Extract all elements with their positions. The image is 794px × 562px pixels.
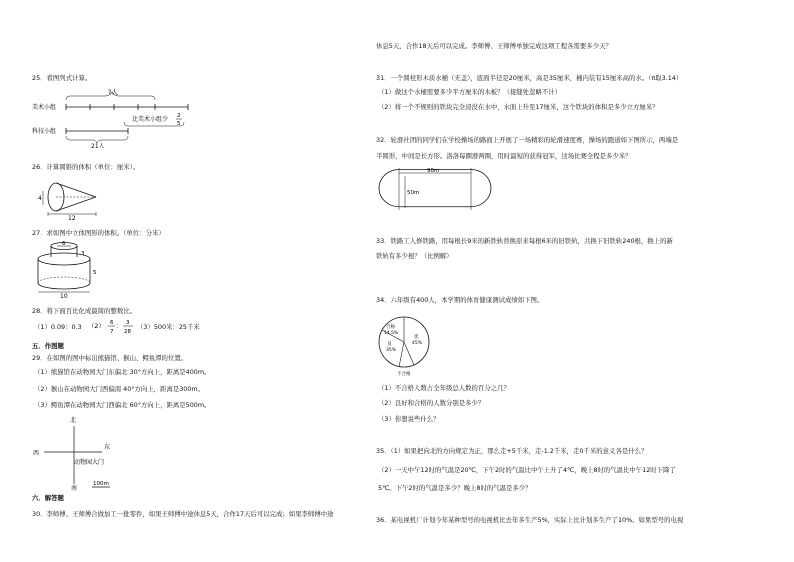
q25-bottom-label: 21人 (91, 143, 105, 148)
q30-text: 30．李师傅、王师傅合做加工一批零件，如果王师傅中途休息5天，合作17天后可以完成；如果李师傅中途 (32, 510, 334, 518)
track-length-label: 90m (427, 168, 440, 174)
q26-height-label: 4 (38, 195, 42, 202)
q28-frac1-den: 7 (110, 329, 114, 335)
q31-item-2: （2）将一个不规则的铁块完全浸没在水中，水面上升至17厘米，这个铁块的体积是多少立方厘米？ (378, 103, 659, 111)
q28-item-3: （3）500米：25千米 (137, 323, 200, 331)
q25-text: 25．看图列式计算。 (32, 74, 92, 82)
q29-item-3: （3）鳄鱼潭在动物园大门西偏北 60°方向上，距离是500m。 (34, 401, 211, 409)
pie-qualified-label: 合格 (386, 325, 395, 330)
q28-colon: ： (116, 323, 123, 330)
q29-item-2: （2）猴山在动物园大门西偏南 40°方向上，距离是300m。 (34, 385, 205, 393)
q27-text: 27．求如图中立体图形的体积。（单位：分米） (32, 229, 165, 237)
q34-item-2: （2）良好和合格的人数分别是多少？ (378, 399, 485, 407)
q31-text: 31．一个圆柱形木质水桶（无盖），底面半径是20厘米，高是35厘米，桶内装有15厘米高的水。（π取3.14） (376, 74, 683, 82)
q27-top-d-label: 6 (62, 241, 66, 247)
section-five-heading: 五．作图题 (32, 342, 64, 350)
q34-pie-chart (374, 308, 434, 380)
q34-item-1: （1）不合格人数占全年级总人数的百分之几？ (378, 384, 510, 392)
q26-cone-figure (38, 176, 108, 220)
q29-item-1: （1）熊猫馆在动物园大门东偏北 30°方向上，距离是400m。 (34, 368, 211, 376)
q28-item-1: （1）0.09：0.3 (34, 323, 82, 331)
q25-frac-num: 2 (177, 113, 181, 119)
q25-top-label: ?人 (108, 88, 118, 96)
section-six-heading: 六．解答题 (32, 494, 64, 502)
q32-line-1: 32．轮滑社团的同学们在学校操场的路面上开展了一场精彩的轮滑速度赛，操场的跑道如下图所示，两端是 (376, 136, 679, 144)
q29-compass-figure (30, 412, 140, 492)
pie-good-pct: 35% (386, 348, 397, 353)
q35-line-2: （2）一天中午12时的气温是20℃，下午2时的气温比中午上升了4℃，晚上8时的气温比中午12时下降了 (378, 466, 676, 474)
q32-line-2: 半圆形，中间是长方形。洛洛每圈滑两圈，用时最短的获得冠军，这场比赛全程是多少米？ (376, 152, 632, 160)
q25-mid-label: 比美术小组少 (132, 116, 169, 123)
track-width-label: 50m (407, 190, 420, 196)
pie-qualified-pct: 14.5% (384, 331, 399, 336)
q26-diameter-label: 12 (68, 215, 76, 220)
south-label: 南 (71, 485, 78, 492)
q28-frac2-num: 3 (126, 320, 130, 326)
q27-bottom-d-label: 10 (60, 293, 68, 298)
q36-text: 36．某电视机厂计划今年某种型号的电视机比去年多生产5%，实际上比计划多生产了10%。如果型号的电视 (376, 516, 684, 524)
q28-text: 28．将下面百比化成最简的整数比。 (32, 307, 136, 315)
q33-line-1: 33．铁路工人修铁路，用每根长9米的新铁轨替换原来每根6米的旧铁轨，共换下旧铁轨240根，换上的新 (376, 237, 673, 245)
q33-line-2: 铁轨有多少根？（比例解） (376, 252, 453, 260)
north-label: 北 (70, 417, 77, 424)
q31-item-1: （1）做这个水桶需要多少平方厘米的木板？（接缝处忽略不计） (378, 88, 562, 96)
q25-row1-label: 美术小组 (32, 104, 57, 111)
q25-frac-den: 5 (177, 121, 181, 127)
q28-frac2-den: 28 (124, 329, 131, 335)
q35-line-3: 5℃。下午2时的气温是多少？晚上8时的气温是多少？ (378, 484, 532, 492)
q25-row2-label: 科技小组 (32, 128, 57, 135)
q28-frac1-num: 6 (110, 320, 114, 326)
q28-item-2-prefix: （2） (88, 322, 105, 330)
q29-text: 29．在如图的图中标出熊猫馆、猴山、鳄鱼潭的位置。 (32, 354, 188, 362)
pie-good-label: 良 (387, 342, 392, 347)
q25-line-diagram (30, 86, 190, 148)
q27-solid-figure (30, 240, 100, 298)
pie-fail-label: 不合格 (397, 372, 411, 377)
east-label: 东 (104, 444, 111, 451)
q32-track-figure (377, 166, 495, 214)
q34-text: 34．六年级有400人，本学期的体育健康测试成绩如下图。 (376, 296, 544, 304)
gate-label: 动物园大门 (74, 459, 105, 466)
q34-item-3: （3）你想说些什么？ (378, 415, 440, 423)
q27-top-h-label: 3 (81, 251, 85, 257)
west-label: 西 (33, 450, 40, 457)
q26-text: 26．计算圆锥的体积（单位：厘米）。 (32, 163, 140, 171)
pie-excellent-pct: 45% (412, 341, 423, 346)
scale-label: 100m (93, 481, 109, 487)
q27-bottom-h-label: 5 (93, 270, 97, 276)
pie-excellent-label: 优 (414, 335, 419, 340)
q30-continued-text: 休息5天，合作18天后可以完成。李师傅、王师傅单独完成这项工程各需要多少天？ (376, 42, 612, 50)
q35-line-1: 35．（1）如果把向北的方向规定为正，那么走+5千米，走-1.2千米，走0千米的意义各是什么？ (376, 447, 648, 455)
